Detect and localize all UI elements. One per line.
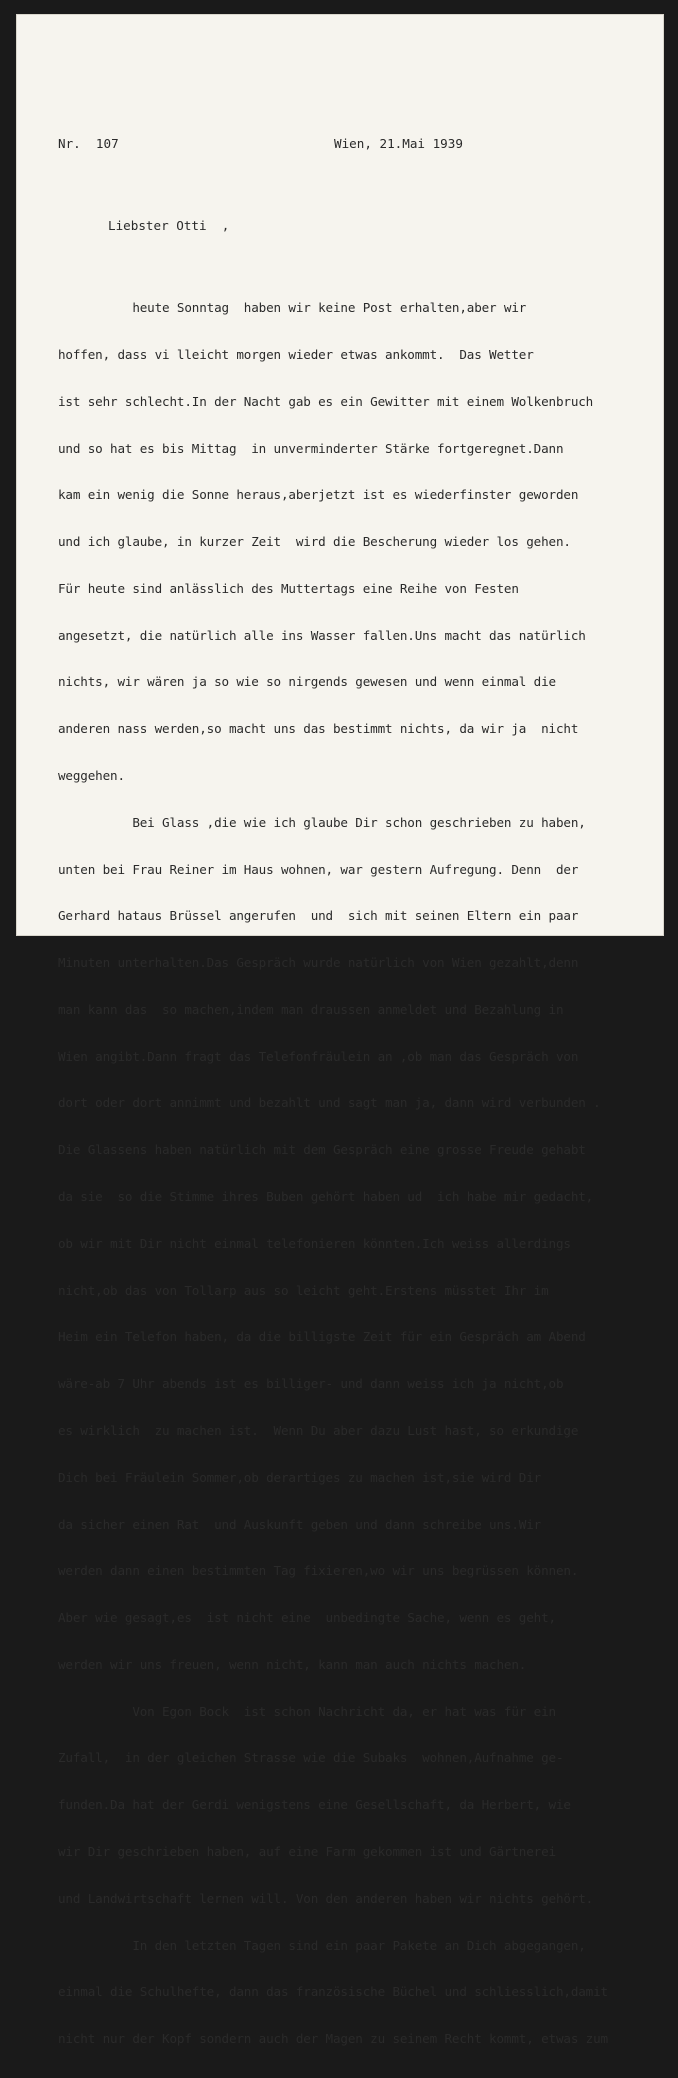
letter-line: unten bei Frau Reiner im Haus wohnen, war gestern Aufregung. Denn der (58, 861, 579, 877)
letter-line: dort oder dort annimmt und bezahlt und sagt man ja, dann wird verbunden . (58, 1095, 601, 1111)
letter-line: heute Sonntag haben wir keine Post erhalten,aber wir (58, 300, 527, 316)
letter-page (16, 14, 664, 2047)
letter-body (58, 269, 608, 2078)
letter-line: und so hat es bis Mittag in unverminderter Stärke fortgeregnet.Dann (58, 440, 564, 456)
letter-line: Aber wie gesagt,es ist nicht eine unbedingte Sache, wenn es geht, (58, 1610, 556, 1626)
letter-line: es wirklich zu machen ist. Wenn Du aber dazu Lust hast, so erkundige (58, 1422, 579, 1438)
letter-line: da sie so die Stimme ihres Buben gehört haben ud ich habe mir gedacht, (58, 1189, 594, 1205)
letter-line: nichts, wir wären ja so wie so nirgends gewesen und wenn einmal die (58, 674, 556, 690)
letter-line: Dich bei Fräulein Sommer,ob derartiges zu machen ist,sie wird Dir (58, 1469, 542, 1485)
letter-line: weggehen. (58, 768, 125, 783)
letter-line: werden dann einen bestimmten Tag fixieren,wo wir uns begrüssen können. (58, 1563, 579, 1579)
letter-line: angesetzt, die natürlich alle ins Wasser fallen.Uns macht das natürlich (58, 627, 586, 643)
letter-line: ist sehr schlecht.In der Nacht gab es ein Gewitter mit einem Wolkenbruch (58, 393, 594, 409)
letter-line: Zufall, in der gleichen Strasse wie die Subaks wohnen,Aufnahme ge- (58, 1750, 564, 1766)
letter-line: wir Dir geschrieben haben, auf eine Farm gekommen ist und Gärtnerei (58, 1843, 556, 1859)
letter-line: Die Glassens haben natürlich mit dem Gespräch eine grosse Freude gehabt (58, 1142, 586, 1158)
letter-line: man kann das so machen,indem man draussen anmeldet und Bezahlung in (58, 1001, 564, 1017)
letter-line: wäre-ab 7 Uhr abends ist es billiger- und dann weiss ich ja nicht,ob (58, 1376, 564, 1392)
letter-line: ob wir mit Dir nicht einmal telefonieren könnten.Ich weiss allerdings (58, 1235, 571, 1251)
letter-line: und ich glaube, in kurzer Zeit wird die Bescherung wieder los gehen. (58, 534, 571, 550)
letter-line: Heim ein Telefon haben, da die billigste Zeit für ein Gespräch am Abend (58, 1329, 586, 1345)
letter-number: Nr. 107 (58, 136, 119, 151)
letter-line: Von Egon Bock ist schon Nachricht da, er hat was für ein (58, 1703, 556, 1719)
letter-date: Wien, 21.Mai 1939 (334, 136, 463, 151)
letter-line: hoffen, dass vi lleicht morgen wieder etwas ankommt. Das Wetter (58, 346, 534, 362)
letter-line: Wien angibt.Dann fragt das Telefonfräulein an ,ob man das Gespräch von (58, 1048, 579, 1064)
letter-line: und Landwirtschaft lernen will. Von den anderen haben wir nichts gehört. (58, 1890, 594, 1906)
letter-line: kam ein wenig die Sonne heraus,aberjetzt ist es wiederfinster geworden (58, 487, 579, 503)
letter-line: werden wir uns freuen, wenn nicht, kann man auch nichts machen. (58, 1656, 527, 1672)
letter-line: Minuten unterhalten.Das Gespräch wurde natürlich von Wien gezahlt,denn (58, 955, 579, 971)
letter-line: In den letzten Tagen sind ein paar Pakete an Dich abgegangen, (58, 1937, 586, 1953)
letter-line: anderen nass werden,so macht uns das bestimmt nichts, da wir ja nicht (58, 721, 579, 737)
letter-line: funden.Da hat der Gerdi wenigstens eine Gesellschaft, da Herbert, wie (58, 1797, 571, 1813)
letter-line: nicht nur der Kopf sondern auch der Magen zu seinem Recht kommt, etwas zum (58, 2031, 608, 2047)
letter-line: da sicher einen Rat und Auskunft geben und dann schreibe uns.Wir (58, 1516, 542, 1532)
letter-line: Bei Glass ,die wie ich glaube Dir schon geschrieben zu haben, (58, 814, 586, 830)
letter-line: einmal die Schulhefte, dann das französische Büchel und schliesslich,damit (58, 1984, 608, 2000)
letter-line: Für heute sind anlässlich des Muttertags eine Reihe von Festen (58, 580, 519, 596)
letter-salutation: Liebster Otti , (108, 218, 230, 233)
letter-line: nicht,ob das von Tollarp aus so leicht geht.Erstens müsstet Ihr im (58, 1282, 549, 1298)
letter-line: Gerhard hataus Brüssel angerufen und sich mit seinen Eltern ein paar (58, 908, 579, 924)
